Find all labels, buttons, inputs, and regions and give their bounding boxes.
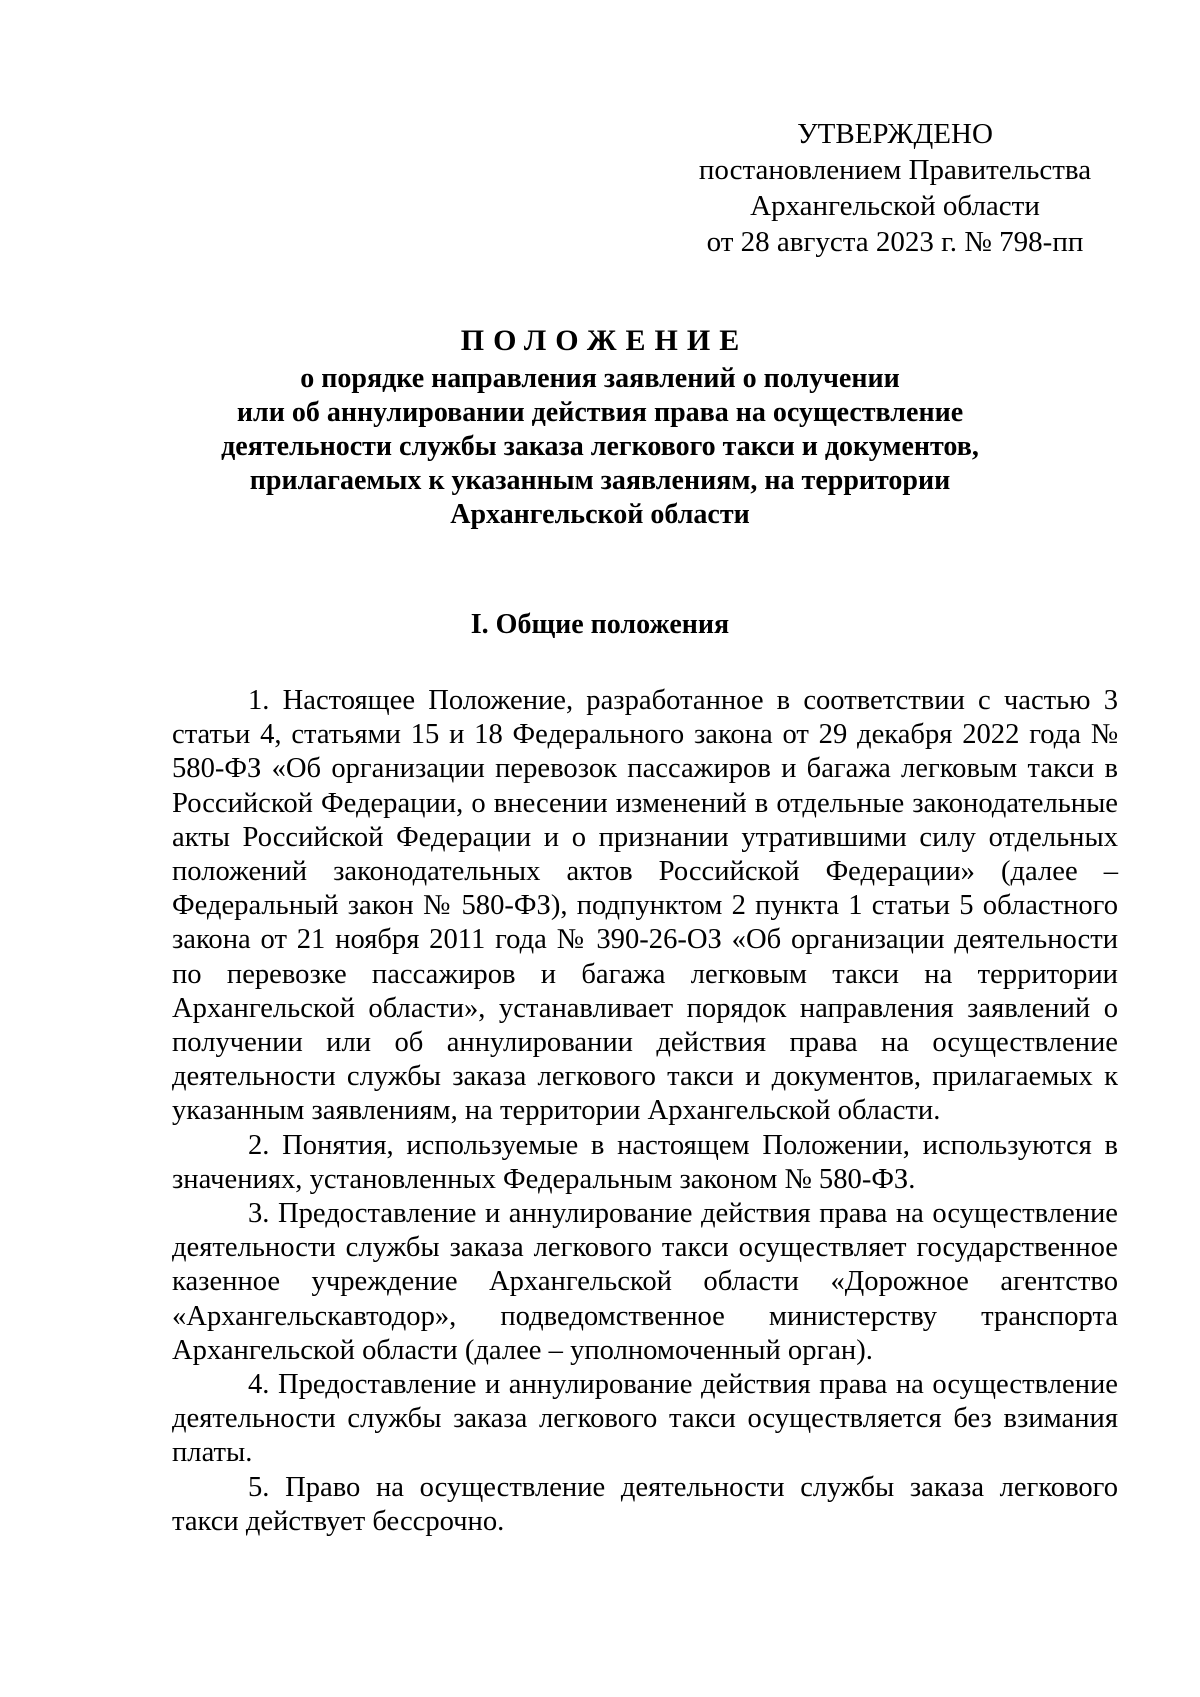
approval-stamp	[690, 116, 1100, 260]
document-title-block	[160, 324, 1040, 532]
paragraph-1: 1. Настоящее Положение, разработанное в соответствии с частью 3 статьи 4, статьями 15 и 18 Федерального закона от 29 декабря 2022 года № 580-ФЗ «Об организации перевозок пассажиров и багажа легковым такси в Российской Федерации, о внесении изменений в отдельные законодательные акты Российской Федерации и о признании утратившими силу отдельных положений законодательных актов Российской Федерации» (далее – Федеральный закон № 580-ФЗ), подпунктом 2 пункта 1 статьи 5 областного закона от 21 ноября 2011 года № 390-26-ОЗ «Об организации деятельности по перевозке пассажиров и багажа легковым такси на территории Архангельской области», устанавливает порядок направления заявлений о получении или об аннулировании действия права на осуществление деятельности службы заказа легкового такси и документов, прилагаемых к указанным заявлениям, на территории Архангельской области.	[172, 685, 1118, 1127]
approval-authority: постановлением Правительства	[698, 154, 1092, 186]
paragraph-5: 5. Право на осуществление деятельности службы заказа легкового такси действует бессрочно.	[172, 1471, 1118, 1537]
document-title: ПОЛОЖЕНИЕ	[460, 324, 749, 357]
paragraph-3: 3. Предоставление и аннулирование действия права на осуществление деятельности службы заказа легкового такси осуществляет государственное казенное учреждение Архангельской области «Дорожное агентство «Архангельскавтодор», подведомственное министерству транспорта Архангельской области (далее – уполномоченный орган).	[172, 1198, 1118, 1366]
document-subtitle-line: или об аннулировании действия права на осуществление	[236, 397, 964, 428]
document-subtitle-line: прилагаемых к указанным заявлениям, на территории	[249, 465, 951, 496]
paragraph-4: 4. Предоставление и аннулирование действия права на осуществление деятельности службы заказа легкового такси осуществляется без взимания платы.	[172, 1369, 1118, 1469]
document-subtitle-line: о порядке направления заявлений о получении	[300, 363, 900, 394]
paragraph-2: 2. Понятия, используемые в настоящем Положении, используются в значениях, установленных Федеральным законом № 580-ФЗ.	[172, 1129, 1118, 1195]
document-subtitle-line: Архангельской области	[450, 499, 750, 530]
section-heading: I. Общие положения	[470, 609, 730, 640]
approval-label: УТВЕРЖДЕНО	[797, 118, 993, 150]
approval-region: Архангельской области	[750, 190, 1040, 222]
document-body	[172, 684, 1118, 1539]
document-subtitle-line: деятельности службы заказа легкового такси и документов,	[221, 431, 979, 462]
approval-date-number: от 28 августа 2023 г. № 798-пп	[706, 226, 1084, 258]
